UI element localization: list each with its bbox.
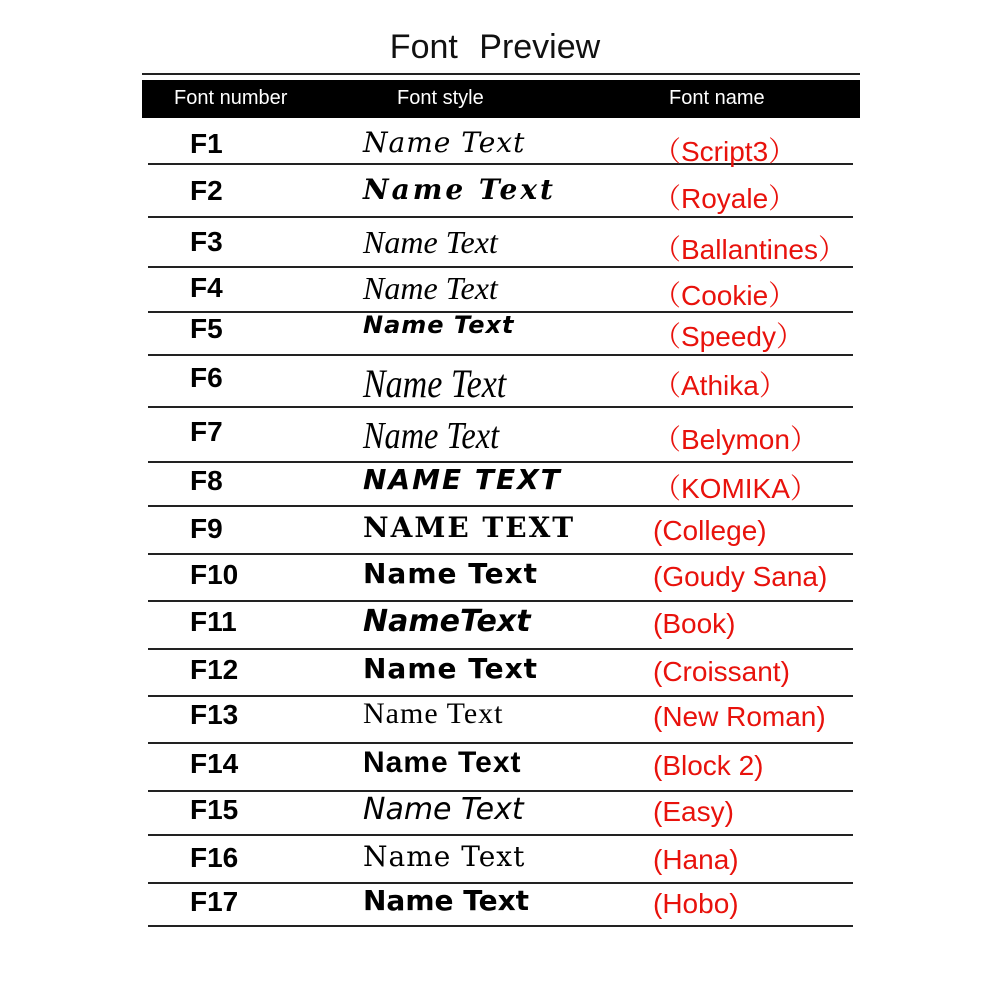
font-name: (Book) [653, 608, 736, 639]
font-style-sample: Name Text [363, 173, 556, 206]
table-row [148, 163, 853, 218]
table-row [148, 695, 853, 744]
header-font-style: Font style [397, 87, 484, 109]
font-number: F12 [190, 654, 239, 685]
table-row [148, 882, 853, 927]
font-style-sample: Name Text [363, 697, 504, 730]
font-number: F2 [190, 175, 223, 206]
font-style-sample: Name Text [363, 415, 500, 457]
font-number: F17 [190, 886, 239, 917]
font-number: F8 [190, 465, 223, 496]
font-name: （Ballantines） [653, 234, 846, 265]
font-name: (New Roman) [653, 701, 826, 732]
font-name: (College) [653, 515, 767, 546]
table-row [148, 406, 853, 463]
font-name: （Cookie） [653, 280, 797, 311]
font-name: （KOMIKA） [653, 473, 818, 504]
font-style-sample: Name Text [363, 311, 515, 339]
font-style-sample: Name Text [363, 792, 524, 827]
font-name: (Croissant) [653, 656, 790, 687]
font-name: （Athika） [653, 370, 787, 401]
table-header [142, 80, 860, 118]
font-name: （Script3） [653, 136, 797, 167]
font-number: F16 [190, 842, 239, 873]
font-name: （Speedy） [653, 321, 804, 352]
font-name: （Belymon） [653, 424, 818, 455]
page-title: Font Preview [389, 28, 601, 66]
table-row [148, 505, 853, 555]
table-row [148, 354, 853, 408]
font-number: F7 [190, 416, 223, 447]
font-number: F3 [190, 226, 223, 257]
title-divider [142, 73, 860, 75]
header-font-number: Font number [174, 87, 288, 109]
font-style-sample: NAME TEXT [363, 463, 562, 496]
font-name: （Royale） [653, 183, 797, 214]
font-style-sample: NAME TEXT [363, 511, 576, 544]
font-style-sample: Name Text [363, 270, 498, 306]
table-row [148, 266, 853, 313]
table-row [148, 648, 853, 697]
font-name: (Block 2) [653, 750, 764, 781]
font-style-sample: Name Text [363, 557, 539, 590]
table-row [148, 790, 853, 836]
header-font-name: Font name [669, 87, 765, 109]
table-row [148, 311, 853, 356]
table-row [148, 600, 853, 650]
font-name: (Hana) [653, 844, 739, 875]
font-number: F4 [190, 272, 223, 303]
table-row [148, 118, 853, 165]
font-name: (Goudy Sana) [653, 561, 828, 592]
font-style-sample: Name Text [363, 746, 522, 779]
font-number: F10 [190, 559, 239, 590]
font-style-sample: Name Text [363, 126, 526, 159]
font-style-sample: Name Text [363, 884, 530, 917]
font-number: F1 [190, 128, 223, 159]
font-number: F15 [190, 794, 239, 825]
font-style-sample: Name Text [363, 361, 507, 406]
font-style-sample: Name Text [363, 652, 539, 685]
font-name: (Easy) [653, 796, 734, 827]
table-row [148, 216, 853, 268]
table-row [148, 553, 853, 602]
font-number: F6 [190, 362, 223, 393]
table-row [148, 742, 853, 792]
table-row [148, 834, 853, 884]
font-number: F5 [190, 313, 223, 344]
font-name: (Hobo) [653, 888, 739, 919]
table-row [148, 461, 853, 507]
font-number: F11 [190, 606, 237, 637]
font-number: F13 [190, 699, 239, 730]
font-style-sample: Name Text [363, 224, 498, 260]
font-number: F14 [190, 748, 239, 779]
font-style-sample: NameText [363, 604, 531, 639]
font-style-sample: Name Text [363, 840, 526, 873]
font-number: F9 [190, 513, 223, 544]
